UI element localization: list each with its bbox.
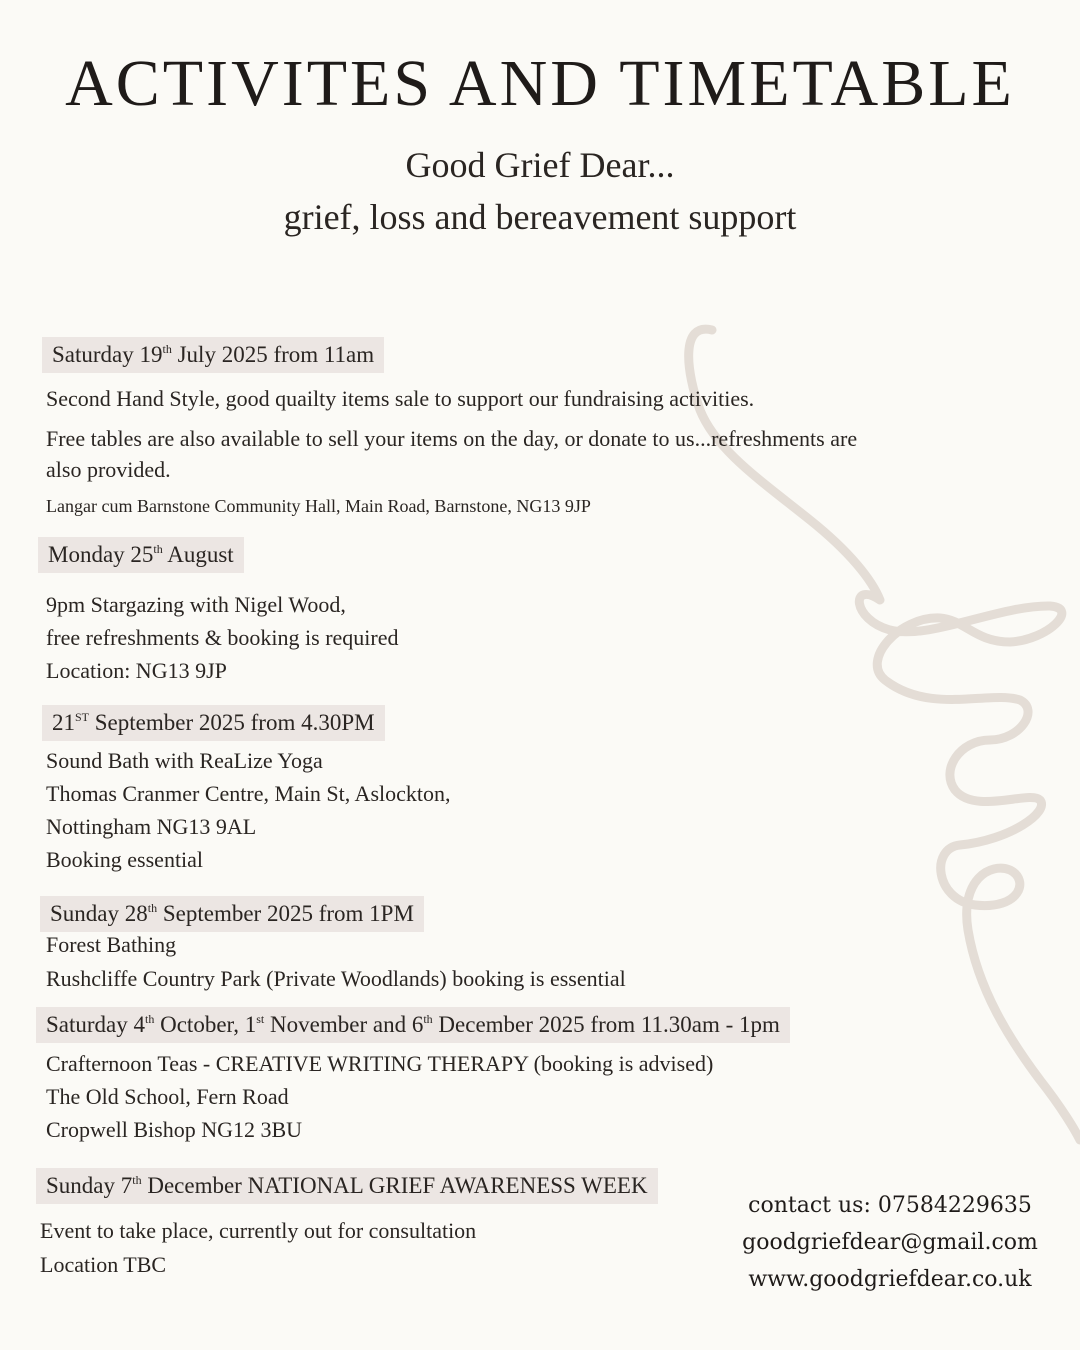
event-2-line: free refreshments & booking is required	[46, 625, 399, 650]
event-heading-3: 21ST September 2025 from 4.30PM	[42, 705, 385, 741]
page-title: ACTIVITES AND TIMETABLE	[65, 47, 1015, 120]
subtitle-tagline: grief, loss and bereavement support	[283, 197, 797, 237]
contact-email[interactable]: goodgriefdear@gmail.com	[742, 1230, 1038, 1255]
event-heading-1: Saturday 19th July 2025 from 11am	[42, 337, 384, 373]
event-2-line: 9pm Stargazing with Nigel Wood,	[46, 592, 346, 617]
event-heading-2: Monday 25th August	[38, 537, 244, 573]
contact-phone: contact us: 07584229635	[748, 1193, 1032, 1218]
event-heading-6: Sunday 7th December NATIONAL GRIEF AWARENESS WEEK	[36, 1168, 658, 1204]
event-5-line: Crafternoon Teas - CREATIVE WRITING THERAPY (booking is advised)	[46, 1051, 714, 1076]
event-1-line: Second Hand Style, good quailty items sale to support our fundraising activities.	[46, 386, 755, 411]
event-1-venue: Langar cum Barnstone Community Hall, Main Road, Barnstone, NG13 9JP	[46, 496, 591, 516]
event-6-line: Event to take place, currently out for consultation	[40, 1218, 477, 1243]
event-3-line: Thomas Cranmer Centre, Main St, Aslockton,	[46, 781, 451, 806]
event-6-line: Location TBC	[40, 1252, 167, 1277]
event-5-line: Cropwell Bishop NG12 3BU	[46, 1117, 303, 1142]
event-1-line: Free tables are also available to sell your items on the day, or donate to us...refreshments are	[46, 426, 858, 451]
event-2-line: Location: NG13 9JP	[46, 658, 227, 683]
event-heading-4: Sunday 28th September 2025 from 1PM	[40, 896, 424, 932]
contact-website[interactable]: www.goodgriefdear.co.uk	[748, 1267, 1032, 1292]
event-heading-5: Saturday 4th October, 1st November and 6th December 2025 from 11.30am - 1pm	[36, 1007, 790, 1043]
event-3-line: Nottingham NG13 9AL	[46, 814, 257, 839]
subtitle-organisation: Good Grief Dear...	[405, 145, 675, 185]
event-1-line: also provided.	[46, 457, 171, 482]
event-5-line: The Old School, Fern Road	[46, 1084, 289, 1109]
event-4-line: Forest Bathing	[46, 932, 177, 957]
event-4-line: Rushcliffe Country Park (Private Woodlands) booking is essential	[46, 966, 626, 991]
event-3-line: Sound Bath with ReaLize Yoga	[46, 748, 323, 773]
event-3-line: Booking essential	[46, 847, 204, 872]
